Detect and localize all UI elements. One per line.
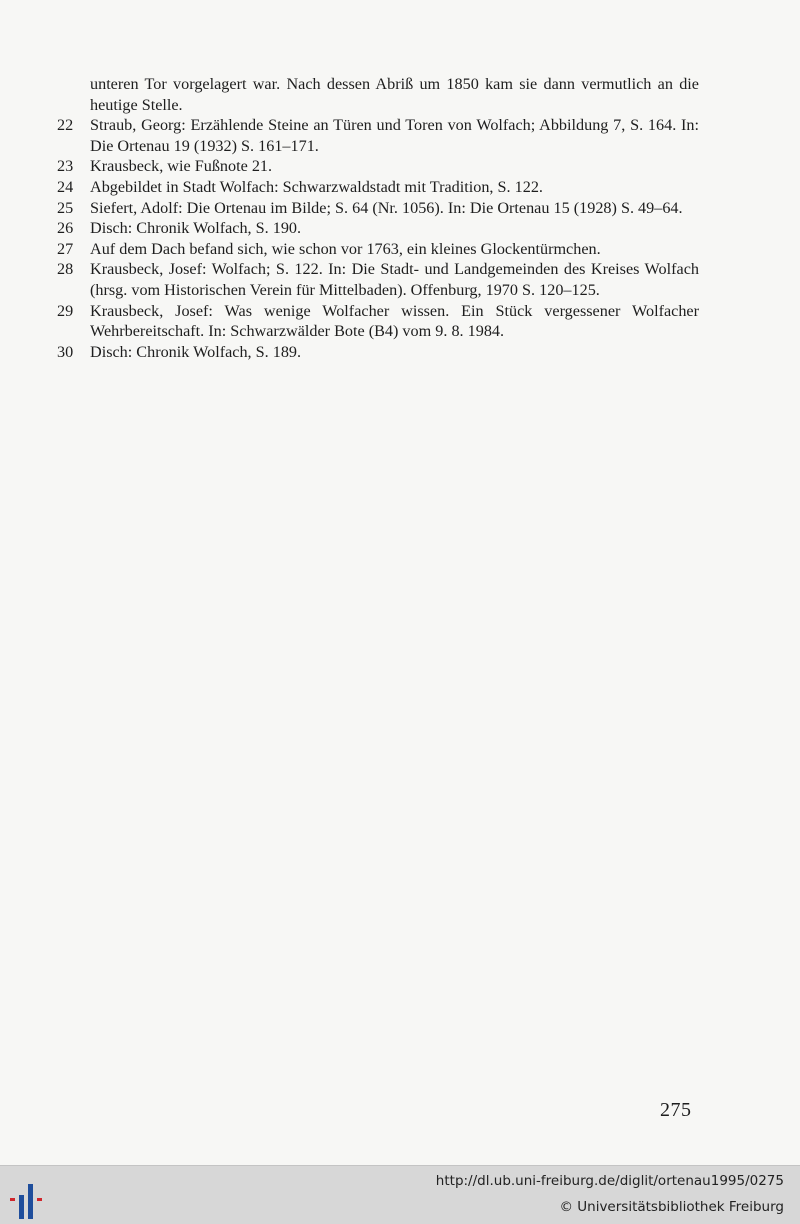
footnote-number: 24 xyxy=(57,177,74,196)
footnote-number: 26 xyxy=(57,219,74,238)
footnote-number: 29 xyxy=(57,301,74,320)
footnote-text: Siefert, Adolf: Die Ortenau im Bilde; S. 64 (Nr. 1056). In: Die Ortenau 15 (1928) S. 49–64. xyxy=(90,198,683,217)
footnote-number: 30 xyxy=(57,342,74,361)
footnote-29 xyxy=(54,301,699,342)
footnote-text: Krausbeck, Josef: Was wenige Wolfacher wissen. Ein Stück vergessener Wolfacher Wehrbereitschaft. In: Schwarzwälder Bote (B4) vom 9. 8. 1984. xyxy=(90,301,699,341)
footnote-number: 28 xyxy=(57,260,74,279)
footnote-text: Abgebildet in Stadt Wolfach: Schwarzwaldstadt mit Tradition, S. 122. xyxy=(90,177,543,196)
footnote-30 xyxy=(54,342,699,363)
footer-copyright: © Universitätsbibliothek Freiburg xyxy=(559,1199,784,1215)
footnote-continuation xyxy=(54,74,699,115)
footer-url-link[interactable]: http://dl.ub.uni-freiburg.de/diglit/ortenau1995/0275 xyxy=(435,1173,784,1189)
footnote-number: 22 xyxy=(57,116,74,135)
footnote-22 xyxy=(54,115,699,156)
footnote-text: unteren Tor vorgelagert war. Nach dessen Abriß um 1850 kam sie dann vermutlich an die heutige Stelle. xyxy=(90,75,699,114)
footnote-23 xyxy=(54,156,699,177)
ub-freiburg-logo-icon[interactable] xyxy=(10,1176,50,1220)
footer-bar xyxy=(0,1165,800,1224)
footnote-text: Disch: Chronik Wolfach, S. 189. xyxy=(90,342,302,361)
footnotes-list xyxy=(54,74,699,362)
footnote-text: Straub, Georg: Erzählende Steine an Türen und Toren von Wolfach; Abbildung 7, S. 164. In: Die Ortenau 19 (1932) S. 161–171. xyxy=(90,116,699,155)
footnote-24 xyxy=(54,177,699,198)
footnote-text: Auf dem Dach befand sich, wie schon vor 1763, ein kleines Glockentürmchen. xyxy=(90,239,601,258)
footnote-27 xyxy=(54,239,699,260)
footnote-text: Krausbeck, Josef: Wolfach; S. 122. In: Die Stadt- und Landgemeinden des Kreises Wolfach (hrsg. vom Historischen Verein für Mittelbaden). Offenburg, 1970 S. 120–125. xyxy=(90,260,699,299)
footnote-28 xyxy=(54,259,699,300)
footnote-25 xyxy=(54,198,699,219)
page-number: 275 xyxy=(660,1099,692,1121)
footnote-text: Disch: Chronik Wolfach, S. 190. xyxy=(90,219,302,238)
footnote-number: 27 xyxy=(57,239,74,258)
footnote-26 xyxy=(54,218,699,239)
footnote-text: Krausbeck, wie Fußnote 21. xyxy=(90,157,273,176)
footnote-number: 25 xyxy=(57,198,74,217)
footnote-number: 23 xyxy=(57,157,74,176)
